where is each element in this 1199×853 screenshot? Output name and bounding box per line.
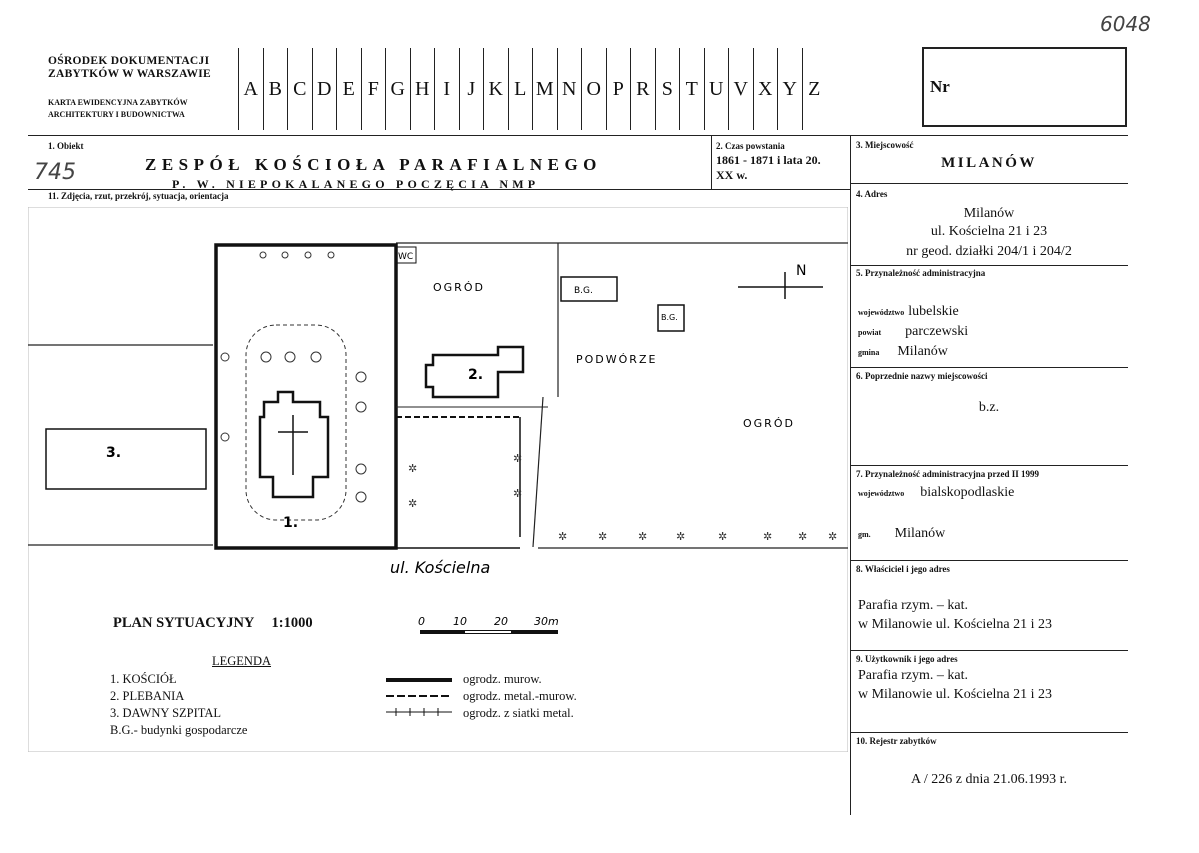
letter-cell: J	[459, 48, 484, 130]
svg-text:✲: ✲	[638, 530, 648, 543]
podworze-label: PODWÓRZE	[576, 353, 658, 366]
letter-index	[238, 48, 826, 130]
building-2-label: 2.	[468, 367, 484, 383]
miejscowosc-label: 3. Miejscowość	[856, 140, 914, 150]
divider	[850, 265, 1128, 266]
letter-cell: G	[385, 48, 410, 130]
letter-cell: U	[704, 48, 729, 130]
letter-cell: N	[557, 48, 582, 130]
building-1-label: 1.	[283, 515, 299, 531]
letter-cell: S	[655, 48, 680, 130]
ogrod-label-2: OGRÓD	[743, 417, 795, 430]
przed-gm-value: Milanów	[894, 526, 946, 541]
wlasciciel-label: 8. Właściciel i jego adres	[856, 564, 950, 574]
letter-cell: D	[312, 48, 337, 130]
gmina-row	[858, 342, 948, 360]
gmina-value: Milanów	[897, 344, 948, 359]
fence-legend-item: ogrodz. z siatki metal.	[463, 706, 574, 720]
legend-item: 2. PLEBANIA	[110, 689, 185, 703]
svg-text:✲: ✲	[598, 530, 608, 543]
corner-number: 6048	[1100, 12, 1151, 36]
uzytkownik-line-1: Parafia rzym. – kat.	[858, 668, 969, 683]
card-line-1: KARTA EWIDENCYJNA ZABYTKÓW	[48, 98, 188, 107]
czas-value	[716, 153, 848, 183]
przed-woj-value: bialskopodlaskie	[920, 485, 1015, 500]
ogrod-label-1: OGRÓD	[433, 281, 485, 294]
divider	[850, 560, 1128, 561]
svg-text:✲: ✲	[676, 530, 686, 543]
street-label: ul. Kościelna	[390, 558, 491, 577]
uzytkownik-label: 9. Użytkownik i jego adres	[856, 654, 958, 664]
svg-text:✲: ✲	[763, 530, 773, 543]
svg-text:0: 0	[418, 615, 425, 628]
hospital-building	[46, 429, 206, 489]
adres-line-2: ul. Kościelna 21 i 23	[930, 224, 1048, 239]
adres-label: 4. Adres	[856, 189, 888, 199]
wlasciciel-line-2: w Milanowie ul. Kościelna 21 i 23	[858, 617, 1053, 632]
rejestr-value: A / 226 z dnia 21.06.1993 r.	[911, 772, 1067, 787]
przed-gm-label: gm.	[858, 530, 871, 539]
przed-gm-row	[858, 524, 945, 542]
letter-cell: O	[581, 48, 606, 130]
woj-label: województwo	[858, 308, 905, 317]
building-3-label: 3.	[106, 445, 122, 461]
czas-line-2: XX w.	[716, 168, 748, 182]
letter-cell: H	[410, 48, 435, 130]
pow-label: powiat	[858, 328, 882, 337]
letter-cell: X	[753, 48, 778, 130]
svg-text:30m: 30m	[534, 615, 559, 628]
svg-text:✲: ✲	[408, 462, 418, 475]
nr-label: Nr	[930, 77, 950, 96]
przed-woj-label: województwo	[858, 489, 905, 498]
object-subtitle: P. W. NIEPOKALANEGO POCZĘCIA NMP	[172, 177, 540, 191]
card-type	[48, 97, 188, 121]
legend	[110, 671, 247, 739]
przed-woj-row	[858, 483, 1014, 501]
letter-cell: P	[606, 48, 631, 130]
divider	[850, 650, 1128, 651]
svg-text:20: 20	[494, 615, 508, 628]
letter-cell: Z	[802, 48, 827, 130]
przynaleznosc-label: 5. Przynależność administracyjna	[856, 268, 986, 278]
letter-cell: F	[361, 48, 386, 130]
czas-label: 2. Czas powstania	[716, 141, 785, 151]
letter-cell: K	[483, 48, 508, 130]
legend-item: 3. DAWNY SZPITAL	[110, 706, 222, 720]
column-divider	[711, 135, 712, 189]
letter-cell: L	[508, 48, 533, 130]
fence-legend-item: ogrodz. metal.-murow.	[463, 689, 577, 703]
svg-text:✲: ✲	[828, 530, 838, 543]
svg-text:✲: ✲	[408, 497, 418, 510]
letter-cell: V	[728, 48, 753, 130]
pow-value: parczewski	[905, 324, 969, 339]
church-wall	[216, 245, 396, 548]
road-line	[533, 397, 543, 547]
svg-text:✲: ✲	[558, 530, 568, 543]
plan-scale: 1:1000	[271, 615, 313, 631]
plan-title	[113, 615, 313, 632]
woj-row	[858, 302, 959, 320]
legend-item: 1. KOŚCIÓŁ	[110, 672, 177, 686]
letter-cell: Y	[777, 48, 802, 130]
divider	[850, 732, 1128, 733]
plan-title-text: PLAN SYTUACYJNY	[113, 615, 254, 631]
letter-cell: E	[336, 48, 361, 130]
svg-text:✲: ✲	[718, 530, 728, 543]
woj-value: lubelskie	[908, 304, 959, 319]
org-name	[48, 55, 211, 81]
letter-cell: A	[238, 48, 263, 130]
north-label: N	[796, 263, 807, 279]
obiekt-label: 1. Obiekt	[48, 141, 84, 151]
shrub-row	[408, 452, 837, 543]
wc-label: WC	[398, 252, 414, 262]
svg-text:10: 10	[453, 615, 467, 628]
letter-cell: R	[630, 48, 655, 130]
adres-line-3: nr geod. działki 204/1 i 204/2	[906, 244, 1072, 259]
letter-cell: T	[679, 48, 704, 130]
poprzednie-value: b.z.	[978, 400, 1000, 415]
letter-cell: I	[434, 48, 459, 130]
letter-cell: B	[263, 48, 288, 130]
svg-text:✲: ✲	[513, 487, 523, 500]
org-line-2: ZABYTKÓW W WARSZAWIE	[48, 68, 212, 80]
gmina-label: gmina	[858, 348, 880, 357]
object-title: ZESPÓŁ KOŚCIOŁA PARAFIALNEGO	[145, 155, 602, 174]
pow-row	[858, 322, 968, 340]
scale-ticks	[418, 615, 559, 628]
poprzednie-label: 6. Poprzednie nazwy miejscowości	[856, 371, 988, 381]
nr-box	[922, 47, 1127, 127]
fence-legend	[463, 671, 577, 722]
divider	[850, 367, 1128, 368]
divider	[850, 465, 1128, 466]
bg-label-2: B.G.	[661, 313, 678, 322]
adres-line-1: Milanów	[963, 206, 1015, 221]
fence-legend-item: ogrodz. murow.	[463, 672, 542, 686]
zdjecia-label: 11. Zdjęcia, rzut, przekrój, sytuacja, orientacja	[48, 191, 229, 201]
uzytkownik-line-2: w Milanowie ul. Kościelna 21 i 23	[858, 687, 1053, 702]
rejestr-label: 10. Rejestr zabytków	[856, 736, 937, 746]
church-building	[260, 392, 328, 497]
legend-title: LEGENDA	[212, 654, 272, 668]
svg-text:✲: ✲	[513, 452, 523, 465]
svg-text:✲: ✲	[798, 530, 808, 543]
letter-cell: C	[287, 48, 312, 130]
org-line-1: OŚRODEK DOKUMENTACJI	[48, 55, 210, 67]
czas-line-1: 1861 - 1871 i lata 20.	[716, 153, 821, 167]
divider	[28, 135, 1128, 136]
letter-cell: M	[532, 48, 557, 130]
wlasciciel-line-1: Parafia rzym. – kat.	[858, 598, 969, 613]
bg-label-1: B.G.	[574, 286, 593, 296]
przed-label: 7. Przynależność administracyjna przed II 1999	[856, 469, 1039, 479]
miejscowosc-value: MILANÓW	[941, 155, 1037, 171]
hand-number: 745	[34, 160, 76, 185]
card-line-2: ARCHITEKTURY I BUDOWNICTWA	[48, 110, 185, 119]
divider	[850, 183, 1128, 184]
legend-item: B.G.- budynki gospodarcze	[110, 723, 248, 737]
